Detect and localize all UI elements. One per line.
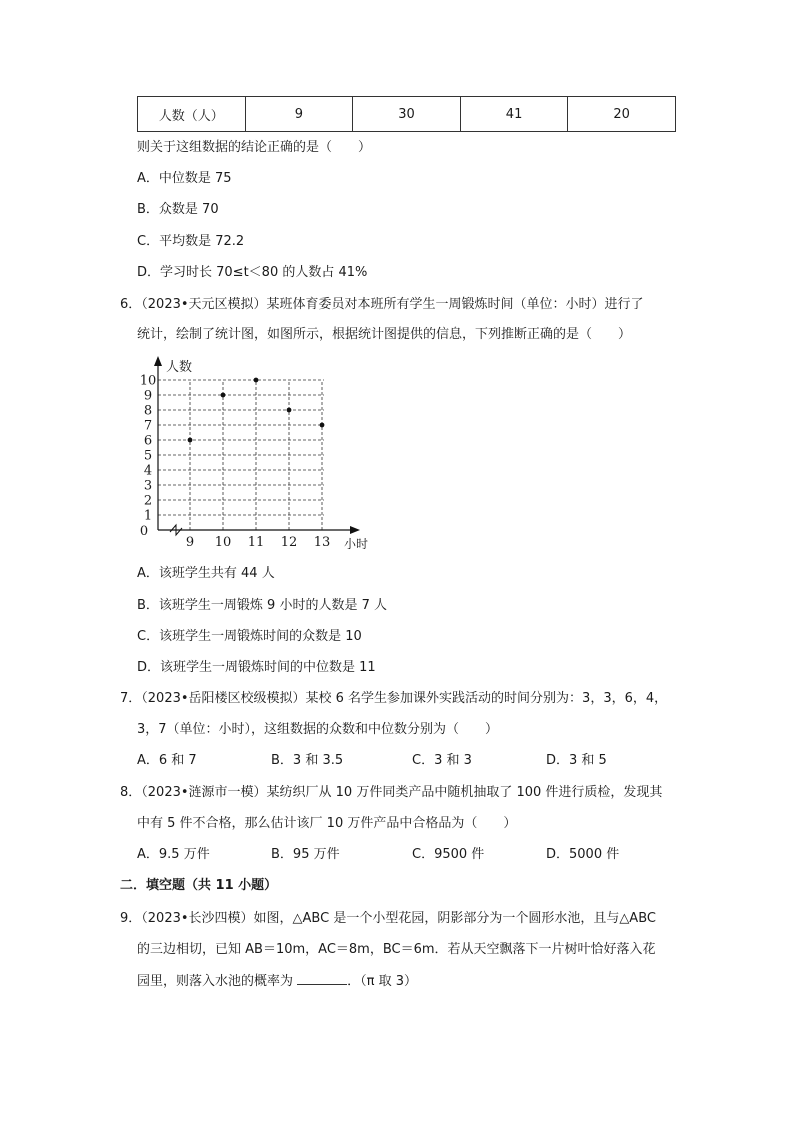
answer-blank[interactable] <box>297 972 347 985</box>
section-heading: 二．填空题（共 11 小题） <box>120 878 278 893</box>
y-tick-label: 1 <box>143 508 153 524</box>
q6-line2: 统计，绘制了统计图，如图所示，根据统计图提供的信息，下列推断正确的是（ ） <box>137 327 632 342</box>
x-tick-label: 12 <box>280 535 298 550</box>
q8-option-a: A．9.5 万件 <box>137 847 210 862</box>
data-table <box>137 96 676 132</box>
x-axis-label: 小时 <box>344 537 369 551</box>
table-cell: 9 <box>245 97 353 132</box>
data-point <box>221 393 226 398</box>
y-tick-label: 4 <box>143 463 153 479</box>
y-tick-label: 8 <box>143 403 153 419</box>
y-tick-label: 7 <box>143 418 153 434</box>
q7-line2: 3，7（单位：小时），这组数据的众数和中位数分别为（ ） <box>137 722 499 737</box>
q8-option-b: B．95 万件 <box>271 847 340 862</box>
scatter-chart <box>130 352 380 557</box>
q8-option-d: D．5000 件 <box>546 847 620 862</box>
table-cell: 30 <box>353 97 461 132</box>
data-point <box>188 438 193 443</box>
y-tick-label: 3 <box>143 478 153 494</box>
q7-option-a: A．6 和 7 <box>137 753 197 768</box>
q9-line3-post: ．（π 取 3） <box>347 974 418 989</box>
data-point <box>254 378 259 383</box>
y-tick-label: 5 <box>143 448 153 464</box>
y-tick-label: 10 <box>139 373 157 389</box>
axis-break-mark <box>170 525 182 535</box>
q5-option-d: D．学习时长 70≤t＜80 的人数占 41% <box>137 265 368 280</box>
q6-option-d: D．该班学生一周锻炼时间的中位数是 11 <box>137 660 376 675</box>
table-cell: 20 <box>568 97 676 132</box>
origin-label: 0 <box>139 524 149 539</box>
q7-option-b: B．3 和 3.5 <box>271 753 344 768</box>
q6-line1: 6．（2023•天元区模拟）某班体育委员对本班所有学生一周锻炼时间（单位：小时）进行了 <box>120 297 644 312</box>
q5-option-a: A．中位数是 75 <box>137 171 232 186</box>
q8-option-c: C．9500 件 <box>412 847 485 862</box>
q6-option-b: B．该班学生一周锻炼 9 小时的人数是 7 人 <box>137 598 387 613</box>
q9-line2: 的三边相切，已知 AB＝10m，AC＝8m，BC＝6m．若从天空飘落下一片树叶恰好落入花 <box>137 942 656 957</box>
x-tick-label: 10 <box>214 535 232 550</box>
q7-option-c: C．3 和 3 <box>412 753 472 768</box>
q7-option-d: D．3 和 5 <box>546 753 607 768</box>
q5-option-b: B．众数是 70 <box>137 202 219 217</box>
q9-line3 <box>137 972 417 991</box>
y-axis-label: 人数 <box>166 360 193 375</box>
table-row <box>138 97 676 132</box>
table-header-cell: 人数（人） <box>138 97 246 132</box>
q5-option-c: C．平均数是 72.2 <box>137 234 245 249</box>
x-tick-label: 13 <box>313 535 331 550</box>
q5-stem: 则关于这组数据的结论正确的是（ ） <box>137 140 372 155</box>
q8-line1: 8．（2023•涟源市一模）某纺织厂从 10 万件同类产品中随机抽取了 100 件进行质检，发现其 <box>120 785 663 800</box>
q6-option-a: A．该班学生共有 44 人 <box>137 566 275 581</box>
y-tick-label: 2 <box>143 493 153 509</box>
y-axis-arrow-icon <box>154 356 162 366</box>
q9-line3-pre: 园里，则落入水池的概率为 <box>137 974 298 989</box>
x-tick-label: 11 <box>247 535 265 550</box>
y-tick-label: 6 <box>143 433 153 449</box>
table-cell: 41 <box>460 97 568 132</box>
q6-option-c: C．该班学生一周锻炼时间的众数是 10 <box>137 629 362 644</box>
data-point <box>320 423 325 428</box>
q7-line1: 7．（2023•岳阳楼区校级模拟）某校 6 名学生参加课外实践活动的时间分别为：3，3，6，4， <box>120 691 668 706</box>
x-axis-arrow-icon <box>350 526 360 534</box>
q8-line2: 中有 5 件不合格，那么估计该厂 10 万件产品中合格品为（ ） <box>137 816 517 831</box>
x-tick-label: 9 <box>185 535 195 550</box>
data-point <box>287 408 292 413</box>
q9-line1: 9．（2023•长沙四模）如图，△ABC 是一个小型花园，阴影部分为一个圆形水池，且与△ABC <box>120 911 656 926</box>
y-tick-label: 9 <box>143 388 153 404</box>
